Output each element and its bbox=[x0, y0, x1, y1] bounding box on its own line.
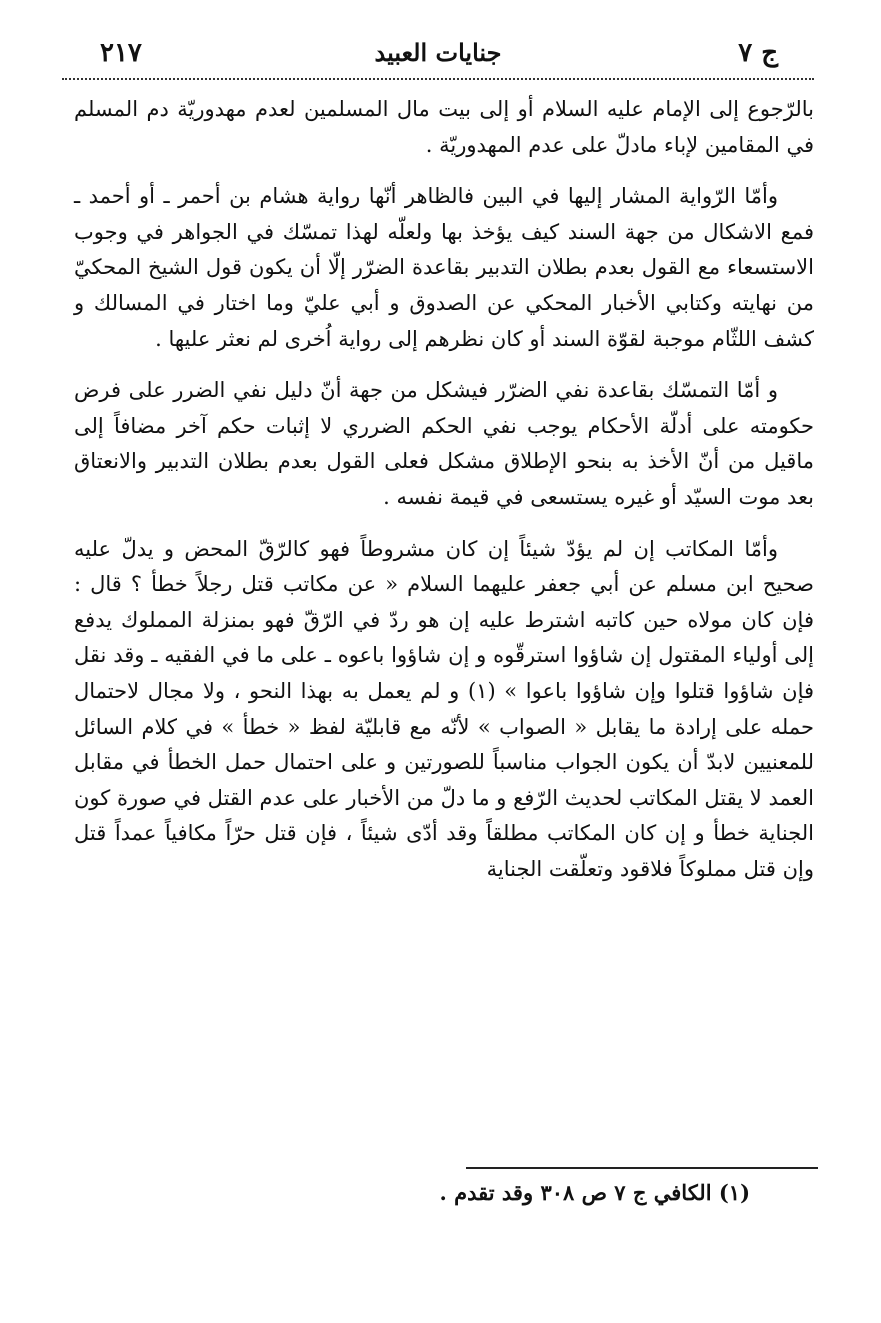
paragraph: بالرّجوع إلى الإمام عليه السلام أو إلى بيت مال المسلمين لعدم مهدوريّة دم المسلم في المقامين لإباء مادلّ على عدم المهدوريّة . bbox=[74, 97, 814, 157]
paragraph: وأمّا المكاتب إن لم يؤدّ شيئاً إن كان مشروطاً فهو كالرّقّ المحض و يدلّ عليه صحيح ابن مسلم عن أبي جعفر عليهما السلام « عن مكاتب قتل رجلاً خطأ ؟ قال : فإن كان مولاه حين كاتبه اشترط عليه إن هو ردّ في الرّقّ فهو بمنزلة المملوك يدفع إلى أولياء المقتول إن شاؤوا استرقّوه و إن شاؤوا باعوه ـ على ما في الفقيه ـ وقد نقل فإن شاؤوا قتلوا وإن شاؤوا باعوا » (١) و لم يعمل به بهذا النحو ، ولا مجال لاحتمال حمله على إرادة ما يقابل « الصواب » لأنّه مع قابليّة لفظ « خطأ » في كلام السائل للمعنيين لابدّ أن يكون الجواب مناسباً للصورتين و على احتمال حمل الخطأ في مقابل العمد لا يقتل المكاتب لحديث الرّفع و ما دلّ من الأخبار على عدم القتل في صورة كون الجناية خطأ و إن كان المكاتب مطلقاً وقد أدّى شيئاً ، فإن قتل حرّاً مكافياً عمداً قتل وإن قتل مملوكاً فلاقود وتعلّقت الجناية bbox=[74, 536, 815, 881]
header-divider bbox=[62, 78, 814, 80]
chapter-title: جنايات العبيد bbox=[374, 38, 502, 67]
footnote-divider bbox=[466, 1167, 818, 1169]
page-number: ٢١٧ bbox=[100, 38, 142, 68]
paragraph: و أمّا التمسّك بقاعدة نفي الضرّر فيشكل من جهة أنّ دليل نفي الضرر على فرض حكومته على أدلّة الأحكام يوجب نفي الحكم الضرري لا إثبات حكم آخر مضافاً إلى ماقيل من أنّ الأخذ به بنحو الإطلاق مشكل فعلى القول بعدم بطلان التدبير والانعتاق بعد موت السيّد أو غيره يستسعى في قيمة نفسه . bbox=[74, 378, 814, 509]
paragraph: وأمّا الرّواية المشار إليها في البين فالظاهر أنّها رواية هشام بن أحمر ـ أو أحمد ـ فمع الاشكال من جهة السند كيف يؤخذ بها ولعلّه لهذا تمسّك في الجواهر في وجوب الاستسعاء مع القول بعدم بطلان التدبير بقاعدة الضرّر إلّا أن يكون قول الشيخ المحكيّ من نهايته وكتابي الأخبار المحكي عن الصدوق و أبي عليّ وما اختار في المسالك و كشف اللثّام موجبة لقوّة السند أو كان نظرهم إلى رواية اُخرى لم نعثر عليها . bbox=[74, 184, 814, 351]
volume-label: ج ٧ bbox=[738, 38, 778, 68]
main-text bbox=[74, 92, 814, 887]
running-header bbox=[62, 32, 814, 76]
footnote: (١) الكافي ج ٧ ص ٣٠٨ وقد تقدم . bbox=[439, 1180, 750, 1205]
